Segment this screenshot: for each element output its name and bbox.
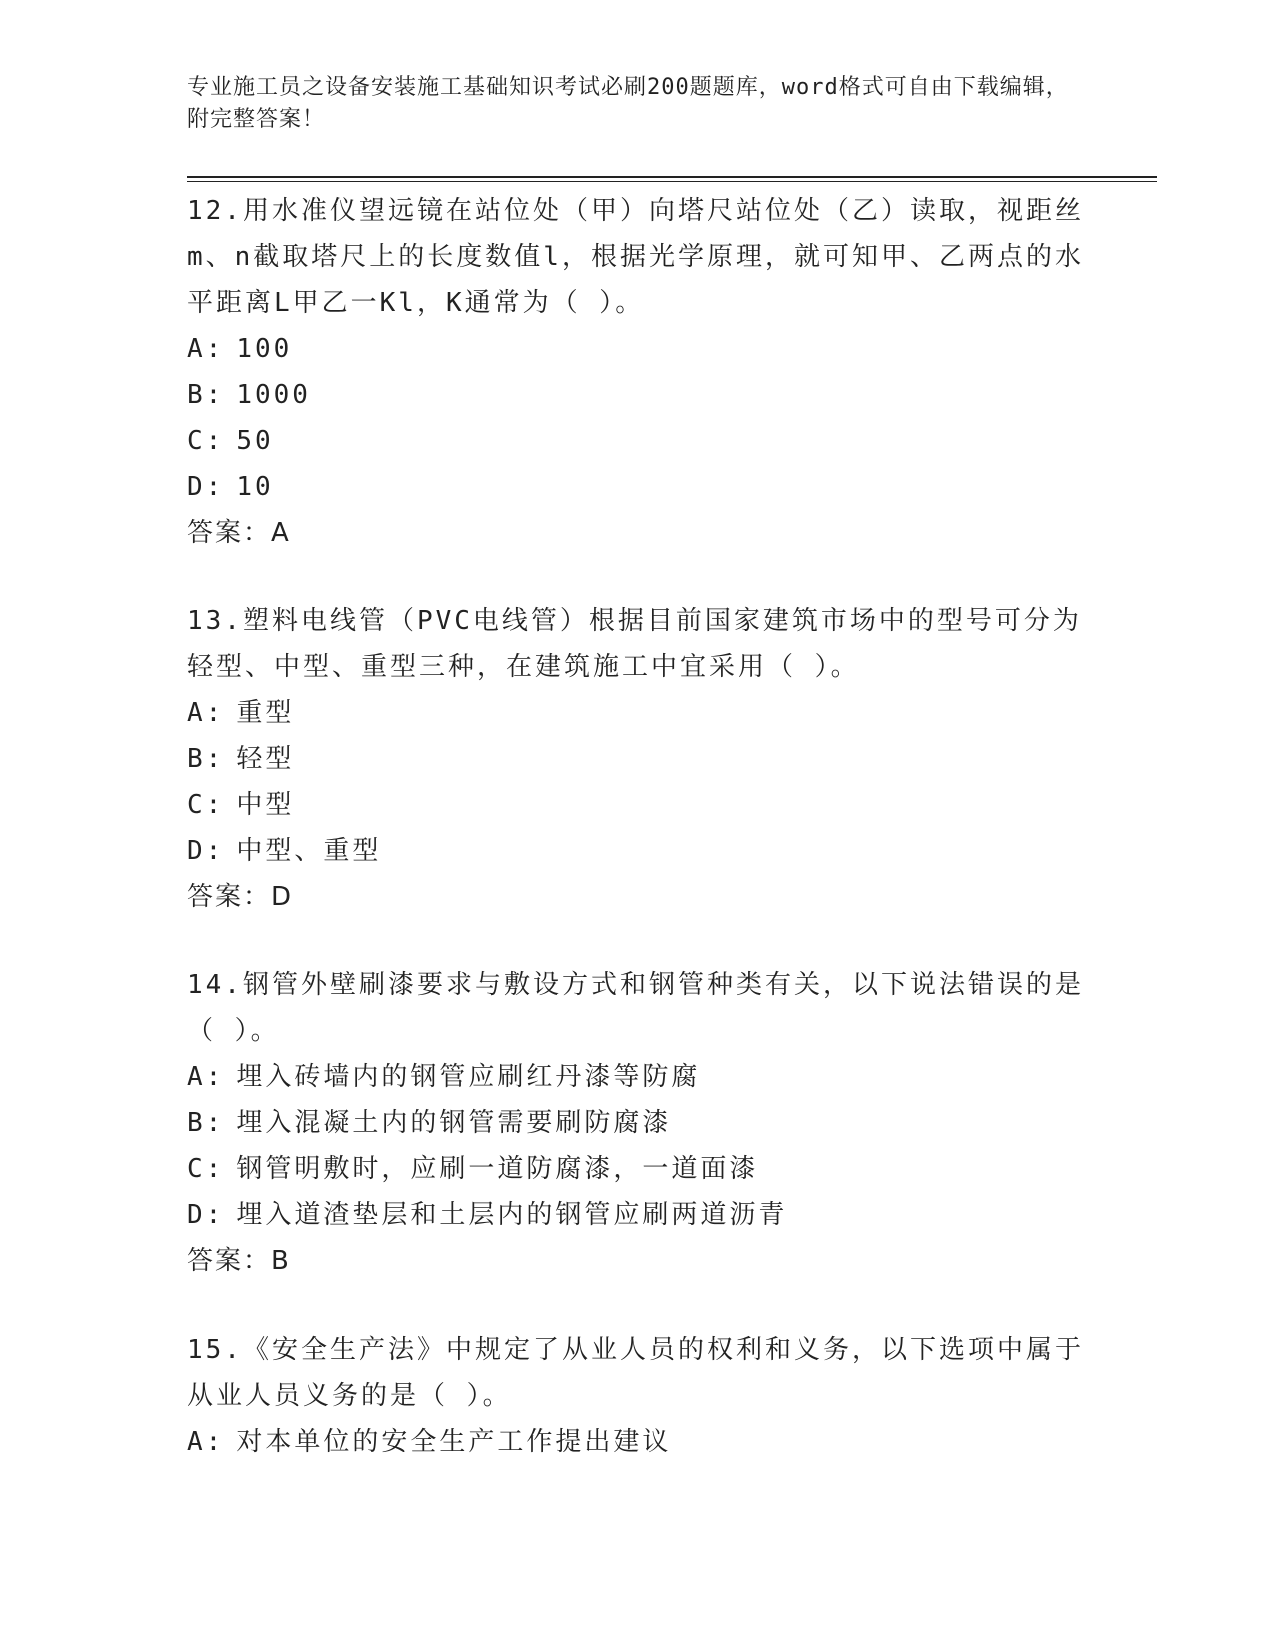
- option-label: C:: [187, 426, 225, 456]
- question-14: [187, 962, 1087, 1284]
- option-text: 50: [236, 426, 274, 456]
- question-stem: 14.钢管外壁刷漆要求与敷设方式和钢管种类有关，以下说法错误的是（ ）。: [187, 970, 1084, 1046]
- question-stem: 15.《安全生产法》中规定了从业人员的权利和义务，以下选项中属于从业人员义务的是（ ）。: [187, 1335, 1084, 1411]
- option-label: D:: [187, 836, 225, 866]
- option-d: [187, 1192, 1087, 1238]
- option-label: C:: [187, 1154, 225, 1184]
- option-text: 钢管明敷时，应刷一道防腐漆，一道面漆: [236, 1154, 759, 1184]
- header-divider-thick: [187, 176, 1157, 178]
- option-text: 10: [236, 472, 274, 502]
- option-label: C:: [187, 790, 225, 820]
- option-label: A:: [187, 1427, 225, 1457]
- document-header: 专业施工员之设备安装施工基础知识考试必刷200题题库，word格式可自由下载编辑，附完整答案！: [187, 75, 1069, 132]
- option-c: [187, 782, 1087, 828]
- option-label: A:: [187, 1062, 225, 1092]
- option-label: A:: [187, 698, 225, 728]
- option-d: [187, 464, 1087, 510]
- option-b: [187, 1100, 1087, 1146]
- option-text: 埋入混凝土内的钢管需要刷防腐漆: [236, 1108, 672, 1138]
- question-12: [187, 188, 1087, 556]
- option-text: 埋入道渣垫层和土层内的钢管应刷两道沥青: [236, 1200, 788, 1230]
- option-b: [187, 736, 1087, 782]
- question-13: [187, 598, 1087, 920]
- question-stem: 13.塑料电线管（PVC电线管）根据目前国家建筑市场中的型号可分为轻型、中型、重型三种，在建筑施工中宜采用（ ）。: [187, 606, 1082, 682]
- option-label: B:: [187, 1108, 225, 1138]
- option-c: [187, 1146, 1087, 1192]
- option-text: 中型: [236, 790, 295, 820]
- header-divider-thin: [187, 181, 1157, 182]
- option-label: D:: [187, 1200, 225, 1230]
- answer: 答案：D: [187, 882, 294, 912]
- option-label: A:: [187, 334, 225, 364]
- option-a: [187, 326, 1087, 372]
- option-a: [187, 690, 1087, 736]
- option-text: 重型: [236, 698, 295, 728]
- option-label: D:: [187, 472, 225, 502]
- question-stem: 12.用水准仪望远镜在站位处（甲）向塔尺站位处（乙）读取，视距丝m、n截取塔尺上的长度数值l，根据光学原理，就可知甲、乙两点的水平距离L甲乙一Kl，K通常为（ ）。: [187, 196, 1084, 318]
- option-label: B:: [187, 380, 225, 410]
- answer: 答案：A: [187, 518, 291, 548]
- option-label: B:: [187, 744, 225, 774]
- answer: 答案：B: [187, 1246, 291, 1276]
- option-text: 轻型: [236, 744, 295, 774]
- option-a: [187, 1419, 1087, 1465]
- option-b: [187, 372, 1087, 418]
- option-a: [187, 1054, 1087, 1100]
- option-text: 100: [236, 334, 293, 364]
- option-d: [187, 828, 1087, 874]
- option-text: 埋入砖墙内的钢管应刷红丹漆等防腐: [236, 1062, 701, 1092]
- option-text: 1000: [236, 380, 311, 410]
- option-text: 中型、重型: [236, 836, 382, 866]
- option-c: [187, 418, 1087, 464]
- option-text: 对本单位的安全生产工作提出建议: [236, 1427, 672, 1457]
- question-15: [187, 1327, 1087, 1465]
